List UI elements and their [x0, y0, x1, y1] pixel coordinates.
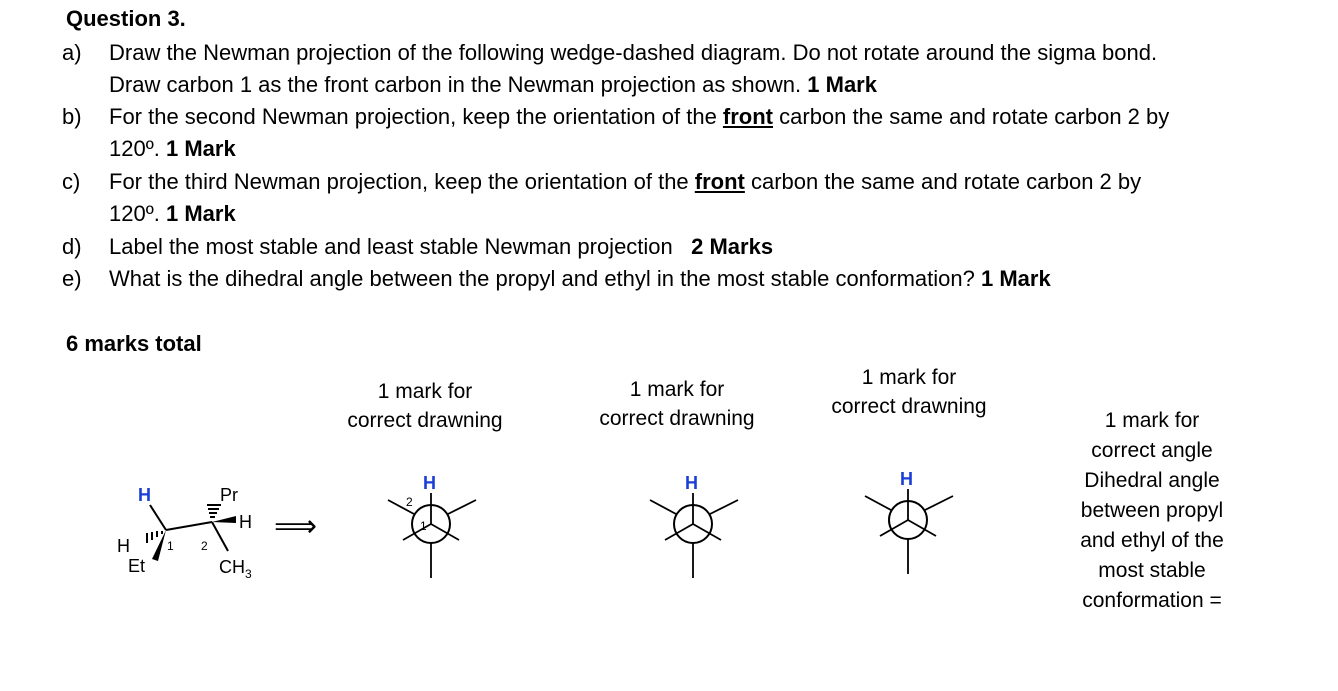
back-bond-upper-right	[925, 496, 953, 510]
item-b-line1-post: carbon the same and rotate carbon 2 by	[773, 104, 1170, 129]
question-item-e	[62, 263, 1322, 295]
mark-caption-line: 1 mark for	[629, 378, 725, 401]
item-e-text: What is the dihedral angle between the propyl and ethyl in the most stable conformation?	[109, 266, 981, 291]
newman-projection-1	[376, 466, 486, 586]
item-letter: b)	[62, 104, 82, 129]
item-c-line1-post: carbon the same and rotate carbon 2 by	[744, 169, 1142, 194]
item-d-text: Label the most stable and least stable Newman projection	[109, 234, 692, 259]
note-line: most stable	[1098, 559, 1206, 582]
c2-pr-label: Pr	[220, 485, 238, 505]
back-bond-upper-left	[650, 500, 676, 514]
front-carbon-number: 1	[420, 519, 427, 533]
c1-wedge-bond	[152, 530, 166, 561]
note-line: conformation =	[1082, 589, 1222, 612]
newman-projection-2	[638, 466, 748, 586]
mark-caption-line: correct drawning	[599, 407, 755, 430]
mark-caption-line: correct drawning	[831, 395, 987, 418]
item-e-mark: 1 Mark	[980, 266, 1051, 291]
question-item-d	[62, 231, 1322, 263]
c2-h-label: H	[239, 512, 252, 532]
back-bond-upper-right	[448, 500, 476, 514]
item-letter: e)	[62, 266, 82, 291]
item-a-mark: 1 Mark	[807, 72, 877, 97]
newman-projection-3	[853, 462, 963, 582]
question-item-c	[62, 166, 1322, 230]
c1-et-label: Et	[128, 556, 146, 576]
item-b-line1-pre: For the second Newman projection, keep the orientation of the	[109, 104, 723, 129]
note-line: and ethyl of the	[1080, 529, 1224, 552]
mark-caption-line: 1 mark for	[377, 380, 473, 403]
item-c-line1-pre: For the third Newman projection, keep the orientation of the	[109, 169, 695, 194]
c1-number: 1	[167, 539, 174, 553]
c1-h-bond	[150, 505, 166, 530]
c2-dash-bond	[207, 505, 221, 517]
c2-ch3-label: $CH_3$	[219, 557, 252, 581]
item-b-line2: 120º.	[109, 136, 166, 161]
note-line: Dihedral angle	[1084, 469, 1220, 492]
c2-wedge-bond	[212, 516, 236, 523]
back-carbon-number: 2	[406, 495, 413, 509]
reaction-arrow: ⟹	[274, 510, 318, 543]
mark-caption-3	[814, 363, 1004, 421]
c1-h-left-label: H	[117, 536, 130, 556]
dihedral-note	[1062, 406, 1242, 616]
question-title: Question 3.	[66, 6, 186, 31]
item-d-mark: 2 Marks	[691, 234, 774, 259]
question-item-a	[62, 37, 1322, 101]
marks-total: 6 marks total	[66, 331, 202, 356]
note-line: 1 mark for	[1104, 409, 1200, 432]
mark-caption-2	[582, 375, 772, 433]
wedge-dash-structure	[100, 470, 340, 590]
back-bond-upper-left	[865, 496, 891, 510]
back-bond-upper-right	[710, 500, 738, 514]
item-letter: a)	[62, 40, 82, 65]
newman2-h-label: H	[685, 473, 698, 493]
item-letter: c)	[62, 169, 81, 194]
mark-caption-line: 1 mark for	[861, 366, 957, 389]
c2-number: 2	[201, 539, 208, 553]
question-item-b	[62, 101, 1322, 165]
newman3-h-label: H	[900, 469, 913, 489]
item-c-line2: 120º.	[109, 201, 166, 226]
item-c-front: front	[694, 169, 745, 194]
c1-h-label: H	[138, 485, 151, 505]
item-b-front: front	[722, 104, 774, 129]
c2-ch3-bond	[212, 522, 228, 551]
c1-dash-bond	[147, 531, 162, 543]
item-a-line1: Draw the Newman projection of the following wedge-dashed diagram. Do not rotate around the sigma bond.	[109, 40, 1158, 65]
item-b-mark: 1 Mark	[165, 136, 236, 161]
item-a-line2: Draw carbon 1 as the front carbon in the Newman projection as shown.	[109, 72, 808, 97]
note-line: between propyl	[1080, 499, 1224, 522]
mark-caption-line: correct drawning	[347, 409, 503, 432]
item-c-mark: 1 Mark	[165, 201, 236, 226]
c1-c2-bond	[166, 522, 212, 530]
mark-caption-1	[330, 377, 520, 435]
note-line: correct angle	[1091, 439, 1213, 462]
newman1-h-label: H	[423, 473, 436, 493]
item-letter: d)	[62, 234, 82, 259]
